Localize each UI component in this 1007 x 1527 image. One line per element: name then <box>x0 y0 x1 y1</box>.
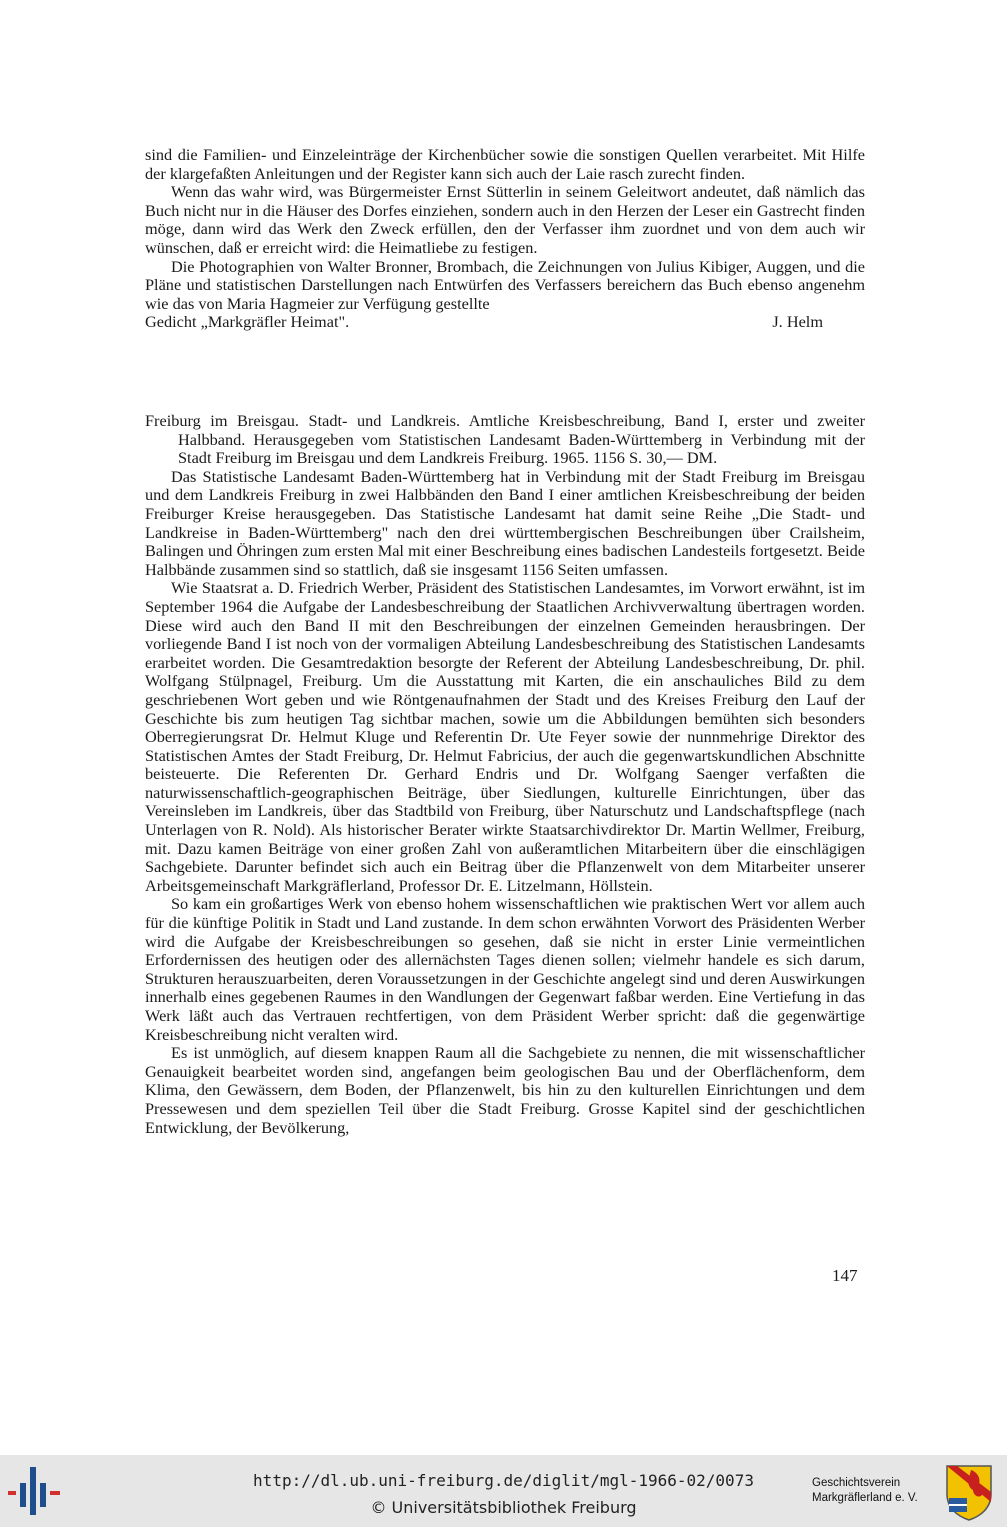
review-helm-last-line: Gedicht „Markgräfler Heimat". <box>145 312 350 332</box>
review-paragraph-3: So kam ein großartiges Werk von ebenso hohem wissenschaftlichen wie praktischen Wert vor allem auch für die künftige Politik in Stadt und Land zustande. In dem schon erwähnten Vorwort des Präsidenten Werber wird die Aufgabe der Kreisbeschreibungen so gesehen, daß sie nicht in erster Linie vermeintlichen Erfordernissen des heutigen oder des allernächsten Tages dienen sollen; vielmehr handele es sich darum, Strukturen herauszuarbeiten, deren Voraussetzungen in der Geschichte angelegt sind und deren Auswirkungen innerhalb eines gegebenen Raumes in den Wandlungen der Gegenwart faßbar werden. Eine Vertiefung in das Werk läßt auch das Vertrauen rechtfertigen, von dem Präsident Werber spricht: daß die gegenwärtige Kreisbeschreibung nicht veralten wird. <box>145 894 865 1044</box>
review-paragraph-2: Wie Staatsrat a. D. Friedrich Werber, Präsident des Statistischen Landesamtes, im Vorwort erwähnt, ist im September 1964 die Aufgabe der Landesbeschreibung der Staatlichen Archivverwaltung übertragen worden. Diese wird auch den Band II mit den Beschreibungen der einzelnen Gemeinden herausbringen. Der vorliegende Band I ist noch von der vormaligen Abteilung Landesbeschreibung des Statistischen Landesamts erarbeitet worden. Die Gesamtredaktion besorgte der Referent der Abteilung Landesbeschreibung, Dr. phil. Wolfgang Stülpnagel, Freiburg. Um die Ausstattung mit Karten, die ein anschauliches Bild zu dem geschriebenen Wort geben und wie Röntgenaufnahmen der Stadt und des Kreises Freiburg den Lauf der Geschichte bis zum heutigen Tag sichtbar machen, sowie um die Abbildungen bemühten sich besonders Oberregierungsrat Dr. Helmut Kluge und Referentin Dr. Ute Feyer sowie der nunnmehrige Direktor des Statistischen Amtes der Stadt Freiburg, Dr. Helmut Fabricius, der auch die gegenwartskundlichen Abschnitte beisteuerte. Die Referenten Dr. Gerhard Endris und Dr. Wolfgang Saenger verfaßten die naturwissenschaftlich-geographischen Beiträge, über Siedlungen, kulturelle Einrichtungen, über das Vereinsleben im Landkreis, über das Stadtbild von Freiburg, über Naturschutz und Landschaftspflege (nach Unterlagen von R. Nold). Als historischer Berater wirkte Staatsarchivdirektor Dr. Martin Wellmer, Freiburg, mit. Dazu kamen Beiträge von einer großen Zahl von außeramtlichen Mitarbeitern über die einschlägigen Sachgebiete. Darunter befindet sich auch ein Beitrag über die Pflanzenwelt von dem Mitarbeiter unserer Arbeitsgemeinschaft Markgräflerland, Professor Dr. E. Litzelmann, Höllstein. <box>145 578 865 895</box>
review-kreisbeschreibung <box>145 412 865 1137</box>
review-helm-paragraph-1: sind die Familien- und Einzeleinträge der Kirchenbücher sowie die sonstigen Quellen verarbeitet. Mit Hilfe der klargefaßten Anleitungen und der Register kann sich auch der Laie rasch zurecht finden. <box>145 145 865 183</box>
review-helm-closing-line <box>145 313 865 332</box>
viewer-footer <box>0 1455 1007 1527</box>
page-number: 147 <box>832 1266 858 1285</box>
review-helm-paragraph-3: Die Photographien von Walter Bronner, Brombach, die Zeichnungen von Julius Kibiger, Auggen, und die Pläne und statistischen Darstellungen nach Entwürfen des Verfassers bereichern das Buch ebenso angenehm wie das von Maria Hagmeier zur Verfügung gestellte <box>145 256 865 313</box>
review-paragraph-4: Es ist unmöglich, auf diesem knappen Raum all die Sachgebiete zu nennen, die mit wissenschaftlicher Genauigkeit bearbeitet worden sind, angefangen beim geologischen Bau und der Oberflächenform, dem Klima, den Gewässern, dem Boden, der Pflanzenwelt, bis hin zu den kulturellen Einrichtungen und dem Pressewesen und dem speziellen Teil über die Stadt Freiburg. Grosse Kapitel sind der geschichtlichen Entwicklung, der Bevölkerung, <box>145 1043 865 1137</box>
copyright-notice: © Universitätsbibliothek Freiburg <box>370 1498 637 1517</box>
society-name-line-2: Markgräflerland e. V. <box>812 1492 918 1504</box>
society-name <box>812 1476 918 1506</box>
bibliographic-entry: Freiburg im Breisgau. Stadt- und Landkreis. Amtliche Kreisbeschreibung, Band I, erster und zweiter Halbband. Herausgegeben vom Statistischen Landesamt Baden-Württemberg in Verbindung mit der Stadt Freiburg im Breisgau und dem Landkreis Freiburg. 1965. 1156 S. 30,— DM. <box>145 411 865 468</box>
author-signature: J. Helm <box>772 312 823 332</box>
review-helm-paragraph-2: Wenn das wahr wird, was Bürgermeister Ernst Sütterlin in seinem Geleitwort andeutet, daß nämlich das Buch nicht nur in die Häuser des Dorfes einziehen, sondern auch in den Herzen der Leser ein Gastrecht finden möge, dann wird das Werk den Zweck erfüllen, den der Verfasser ihm zuordnet und von dem auch wir wünschen, daß er erreicht wird: die Heimatliebe zu festigen. <box>145 182 865 257</box>
society-name-line-1: Geschichtsverein <box>812 1477 901 1489</box>
review-helm <box>145 146 865 332</box>
review-paragraph-1: Das Statistische Landesamt Baden-Württemberg hat in Verbindung mit der Stadt Freiburg im Breisgau und dem Landkreis Freiburg in zwei Halbbänden den Band I einer amtlichen Kreisbeschreibung der beiden Freiburger Kreise herausgegeben. Das Statistische Landesamt hat damit seine Reihe „Die Stadt- und Landkreise in Baden-Württemberg" nach den drei württembergischen Beschreibungen über Crailsheim, Balingen und Öhringen zum ersten Mal mit einer Beschreibung eines badischen Landesteils fortgesetzt. Beide Halbbände zusammen sind so stattlich, daß sie insgesamt 1156 Seiten umfassen. <box>145 466 865 579</box>
coat-of-arms-icon <box>943 1462 995 1522</box>
permalink-url[interactable]: http://dl.ub.uni-freiburg.de/diglit/mgl-1966-02/0073 <box>253 1471 754 1490</box>
